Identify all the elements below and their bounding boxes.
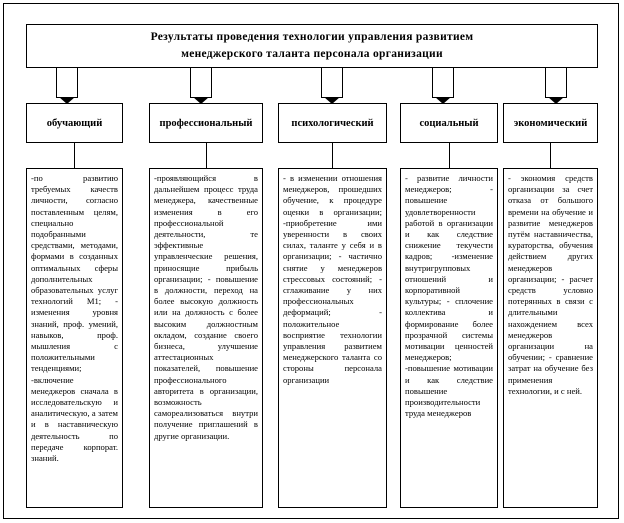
column-body-text: - в изменении отношения менеджеров, прошедших обучение, к процедуре оценки в организации; -приобретение ими уверенности в своих силах, таланте у себя и в организации; - частично снятие у менеджеров стрессовых состояний; - сглаживание у них профессиональных деформаций; - положительное восприятие технологии управления развитием менеджерского таланта со стороны персонала организации: [283, 173, 382, 385]
column-head-label: психологический: [291, 117, 374, 129]
column-head-economic: [503, 103, 598, 143]
column-body-text: - развитие личности менеджеров; - повышение удовлетворенности работой в организации и как следствие снижение текучести кадров; -изменение внутригрупповых отношений и корпоративной культуры; - сплочение коллектива и формирование более прозрачной системы мотивации ценностей менеджеров; -повышение мотивации и как следствие повышение производительности труда менеджеров: [405, 173, 493, 419]
link-line-2: [206, 143, 207, 168]
column-body-text: -по развитию требуемых качеств личности, согласно поставленным целям, специально подобранными средствами, методами, формами в созданных оптимальных сферы дополнительных образовательных услуг технологий М1; - изменения уровня знаний, проф. умений, навыков, проф. мышления с положительными тенденциями; -включение менеджеров сначала в исследовательскую и аналитическую, а затем и в наставническую деятельность по передаче корпорат. знаний.: [31, 173, 118, 464]
column-body-professional: [149, 168, 263, 508]
column-head-label: профессиональный: [159, 117, 253, 129]
column-body-training: [26, 168, 123, 508]
column-body-economic: [503, 168, 598, 508]
column-head-professional: [149, 103, 263, 143]
link-line-5: [550, 143, 551, 168]
column-head-training: [26, 103, 123, 143]
connector-arrow-2: [190, 68, 212, 103]
link-line-4: [449, 143, 450, 168]
connector-arrow-1: [56, 68, 78, 103]
column-body-text: - экономия средств организации за счет отказа от большого времени на обучение и развитие менеджеров путём наставничества, кураторства, обучения действием других менеджеров организации; - расчет средств условно потерянных в связи с длительными нахождением всех менеджеров организации на обучении; - сравнение затрат на обучение без применения технологии, и с ней.: [508, 173, 593, 396]
column-head-label: социальный: [419, 117, 479, 129]
connector-arrow-4: [432, 68, 454, 103]
link-line-1: [74, 143, 75, 168]
connector-arrow-3: [321, 68, 343, 103]
column-head-label: экономический: [513, 117, 588, 129]
column-head-social: [400, 103, 498, 143]
column-body-psychological: [278, 168, 387, 508]
column-head-psychological: [278, 103, 387, 143]
link-line-3: [332, 143, 333, 168]
diagram-title-line-2: менеджерского таланта персонала организации: [181, 48, 443, 60]
column-body-text: -проявляющийся в дальнейшем процесс труда менеджера, качественные изменения в его профессиональной деятельности, те эффективные управленческие решения, приносящие прибыль организации; - повышение в должности, переход на более высокую должность или на должность с более высоким должностным окладом, создание своего бизнеса, улучшение аттестационных показателей, повышение профессионального авторитета в организации, возможность самореализоваться внутри получение приглашений в другие организации.: [154, 173, 258, 441]
column-body-social: [400, 168, 498, 508]
column-head-label: обучающий: [46, 117, 103, 129]
diagram-title-box: [26, 24, 598, 68]
connector-arrow-5: [545, 68, 567, 103]
diagram-title-line-1: Результаты проведения технологии управления развитием: [150, 31, 474, 43]
